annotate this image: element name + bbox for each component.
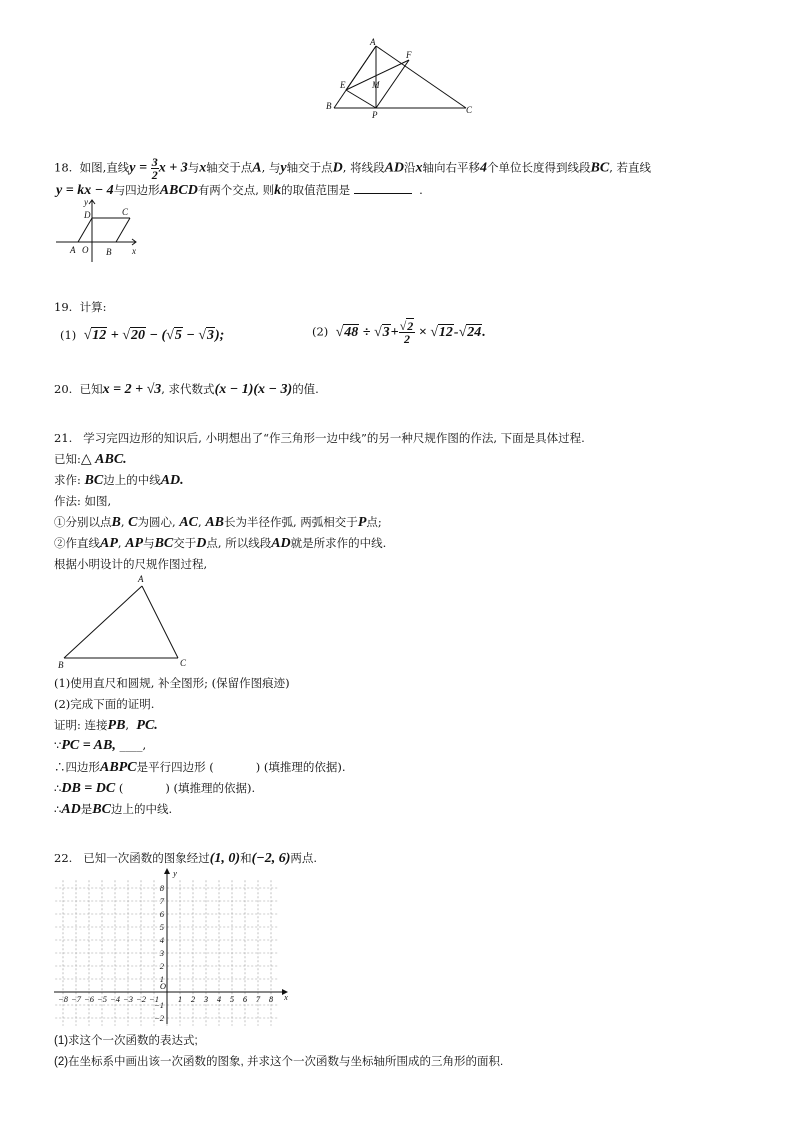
label-P: P	[372, 110, 378, 120]
math: ABCD	[159, 183, 198, 198]
text: ) (填推理的依据).	[165, 781, 256, 795]
label-x: x	[132, 246, 136, 256]
question-21-proof: 证明: 连接PB, PC.	[54, 718, 158, 733]
math: AD	[271, 536, 291, 551]
math: BC	[84, 473, 104, 488]
y-tick-label: 3	[159, 948, 164, 958]
y-tick-label: 7	[159, 896, 164, 906]
radicand: 3	[206, 328, 214, 343]
question-21-step1	[54, 514, 382, 531]
y-axis-label: y	[173, 868, 177, 878]
question-21-part2	[54, 696, 154, 712]
origin-label: O	[159, 981, 167, 991]
text: 是	[80, 802, 93, 816]
label-B: B	[58, 660, 64, 670]
question-18-line1	[54, 156, 651, 181]
math: BC	[590, 160, 610, 176]
label-E: E	[340, 80, 346, 90]
text: (	[118, 781, 124, 795]
math: AB	[205, 515, 224, 530]
math: AD.	[160, 473, 184, 488]
label-M: M	[372, 80, 380, 90]
label-C: C	[122, 207, 129, 217]
math: − (	[145, 328, 167, 343]
math: +	[107, 328, 123, 343]
radicand: 3	[382, 324, 390, 340]
label-A: A	[370, 37, 376, 47]
math: AC	[179, 515, 198, 530]
question-22	[54, 850, 317, 867]
text: 边上的中线.	[110, 802, 173, 816]
text: 和	[240, 851, 252, 865]
question-21-proof-line2	[54, 759, 346, 776]
text: 与四边形	[113, 183, 160, 197]
question-22-part1	[54, 1032, 198, 1048]
question-21-part1	[54, 675, 290, 691]
label-F: F	[406, 50, 412, 60]
math: y	[129, 160, 136, 176]
question-19-title	[54, 299, 106, 315]
math: AP	[100, 536, 118, 551]
label-y: y	[84, 197, 88, 207]
text: 与	[143, 536, 155, 550]
radicand: 48	[344, 324, 359, 340]
text: 轴交于点	[286, 160, 333, 175]
label-C: C	[180, 658, 187, 668]
y-axis-arrow	[164, 868, 170, 874]
math: (−2, 6)	[251, 851, 291, 866]
x-tick-label: 3	[203, 994, 209, 1004]
text: 点, 所以线段	[206, 536, 272, 550]
text: , 与	[261, 160, 281, 175]
text: 与	[187, 160, 200, 175]
x-axis-label: x	[284, 992, 288, 1002]
text: ①分别以点	[54, 515, 112, 529]
y-tick-label: 1	[159, 974, 164, 984]
math: AD	[384, 160, 405, 176]
x-tick-label: −4	[110, 994, 120, 1004]
math: A	[252, 160, 262, 176]
math: DB = DC	[61, 781, 116, 796]
y-tick-label: 4	[159, 935, 164, 945]
math: x	[415, 160, 423, 176]
denominator: 2	[403, 332, 410, 346]
y-tick-label: 8	[159, 883, 164, 893]
label-O: O	[82, 245, 89, 255]
text: 已知:	[54, 452, 81, 466]
x-tick-label: −6	[84, 994, 94, 1004]
x-tick-label: 2	[190, 994, 196, 1004]
text: , 求代数式	[161, 382, 215, 396]
question-20	[54, 381, 319, 398]
math: 4	[480, 160, 488, 176]
text: 有两个交点, 则	[197, 183, 275, 197]
numerator: √2	[399, 319, 414, 333]
numerator: 3	[151, 155, 158, 169]
question-number: 22.	[54, 851, 73, 865]
text: .	[419, 183, 423, 197]
label-A: A	[138, 574, 144, 584]
question-22-part2	[54, 1053, 503, 1069]
math: AD	[61, 802, 81, 817]
text: 为圆心,	[137, 515, 176, 529]
math: );	[214, 328, 225, 343]
math: P	[357, 515, 367, 530]
part-label: (2)	[312, 324, 329, 339]
label-C: C	[466, 105, 473, 115]
math-expression: √48 ÷ √3+ $\frac{√2}{2}$ × √12-√24.	[335, 319, 486, 346]
text: 作法: 如图,	[54, 494, 112, 508]
math: −	[182, 328, 199, 343]
text: ) (填推理的依据).	[255, 760, 346, 774]
text: 学习完四边形的知识后, 小明想出了“作三角形一边中线”的另一种尺规作图的作法, 下面是具体过程.	[83, 431, 585, 445]
x-tick-label: 7	[255, 994, 261, 1004]
text: 交于	[173, 536, 197, 550]
answer-blank[interactable]: ____,	[119, 738, 147, 752]
question-number: 21.	[54, 431, 73, 445]
text: , 若直线	[609, 160, 652, 175]
question-21-proof-line4	[54, 801, 172, 818]
text: ∴四边形	[54, 760, 100, 774]
text: (2)完成下面的证明.	[54, 697, 155, 711]
answer-blank[interactable]	[354, 183, 412, 194]
radicand: 12	[438, 324, 453, 340]
x-tick-label: 4	[216, 994, 222, 1004]
text: 已知	[79, 382, 103, 396]
math: x + 3	[158, 160, 188, 176]
question-21-basis	[54, 556, 207, 572]
text: 就是所求作的中线.	[290, 536, 387, 550]
question-number: 19.	[54, 300, 73, 314]
part-label: (1)	[60, 328, 77, 342]
math: BC	[92, 802, 111, 817]
math: ABPC	[100, 760, 137, 775]
coordinate-grid	[50, 866, 290, 1026]
figure-parallelogram-18	[52, 196, 144, 264]
y-tick-label: −1	[154, 1000, 164, 1010]
text: 长为半径作弧, 两弧相交于	[224, 515, 358, 529]
question-21-step2	[54, 535, 386, 552]
label-B: B	[326, 101, 332, 111]
text: ∴	[54, 781, 62, 795]
text: 根据小明设计的尺规作图过程,	[54, 557, 208, 571]
math: BC	[154, 536, 174, 551]
y-tick-label: 6	[159, 909, 164, 919]
x-tick-label: −3	[123, 994, 133, 1004]
fraction	[399, 320, 416, 345]
radicand: 24	[467, 324, 482, 340]
math: (x − 1)(x − 3)	[214, 382, 293, 397]
text: ∵	[54, 738, 62, 752]
label-D: D	[84, 210, 91, 220]
text: ,	[120, 515, 125, 529]
text: 求作:	[54, 473, 81, 487]
text: , 将线段	[342, 160, 385, 175]
question-21-intro	[54, 430, 585, 446]
text: ②作直线	[54, 536, 100, 550]
radicand: 12	[92, 328, 107, 343]
math: x = 2 + √3	[102, 382, 162, 397]
fraction	[151, 156, 159, 181]
text: 沿	[404, 160, 416, 175]
question-21-method	[54, 493, 111, 509]
question-21-proof-line3	[54, 780, 255, 797]
text: 的取值范围是	[281, 183, 351, 197]
radicand: 5	[174, 328, 182, 343]
text: (2)在坐标系中画出该一次函数的图象, 并求这个一次函数与坐标轴所围成的三角形的面积.	[54, 1056, 504, 1068]
text: 计算:	[79, 300, 107, 314]
math: AP	[125, 536, 144, 551]
math: PC = AB,	[61, 738, 116, 753]
text: ,	[198, 515, 202, 529]
question-number: 20.	[54, 382, 73, 396]
text: 如图,直线	[79, 160, 130, 175]
y-tick-label: −2	[154, 1013, 164, 1023]
math: (1, 0)	[209, 851, 241, 866]
figure-triangle-17	[320, 36, 480, 122]
x-tick-label: 5	[229, 994, 235, 1004]
text: 个单位长度得到线段	[487, 160, 591, 175]
math-expression: √12 + √20 − (√5 − √3);	[83, 328, 225, 343]
figure-triangle-21	[54, 572, 194, 672]
denominator: 2	[151, 168, 158, 182]
x-tick-label: −5	[97, 994, 107, 1004]
text: 两点.	[290, 851, 318, 865]
y-tick-label: 2	[159, 961, 164, 971]
text: 点;	[366, 515, 382, 529]
text: (1)使用直尺和圆规, 补全图形; (保留作图痕迹)	[54, 676, 290, 690]
math: D	[196, 536, 207, 551]
math: B	[111, 515, 121, 530]
x-tick-label: −7	[71, 994, 81, 1004]
x-tick-label: 6	[242, 994, 248, 1004]
math: y	[280, 160, 287, 176]
radicand: 2	[407, 319, 414, 333]
question-19-part1	[60, 328, 224, 344]
text: 是平行四边形 (	[136, 760, 214, 774]
math: PB	[107, 718, 126, 733]
math: =	[139, 160, 148, 176]
question-21-find	[54, 472, 184, 489]
math: △ ABC.	[80, 452, 127, 467]
question-19-part2	[312, 320, 486, 345]
question-21-proof-line1	[54, 738, 146, 754]
text: 边上的中线	[103, 473, 161, 487]
x-tick-label: 8	[268, 994, 274, 1004]
math: C	[128, 515, 138, 530]
text: 的值.	[292, 382, 319, 396]
x-tick-label: 1	[177, 994, 183, 1004]
text: 已知一次函数的图象经过	[83, 851, 210, 865]
label-A: A	[70, 245, 76, 255]
x-tick-label: −1	[149, 994, 159, 1004]
text: ,	[117, 536, 122, 550]
y-tick-label: 5	[159, 922, 164, 932]
question-21-known	[54, 451, 127, 468]
math: x	[199, 160, 207, 176]
text: 证明: 连接	[54, 718, 108, 732]
math: D	[332, 160, 343, 176]
math: y = kx − 4	[56, 183, 114, 198]
text: ∴	[54, 802, 62, 816]
x-tick-label: −8	[58, 994, 68, 1004]
question-number: 18.	[54, 160, 73, 175]
label-B: B	[106, 247, 112, 257]
math: k	[274, 183, 282, 198]
text: 轴向右平移	[422, 160, 481, 175]
text: (1)求这个一次函数的表达式;	[54, 1035, 198, 1047]
radicand: 20	[130, 328, 145, 343]
math: PC.	[136, 718, 158, 733]
x-tick-label: −2	[136, 994, 146, 1004]
text: 轴交于点	[206, 160, 253, 175]
